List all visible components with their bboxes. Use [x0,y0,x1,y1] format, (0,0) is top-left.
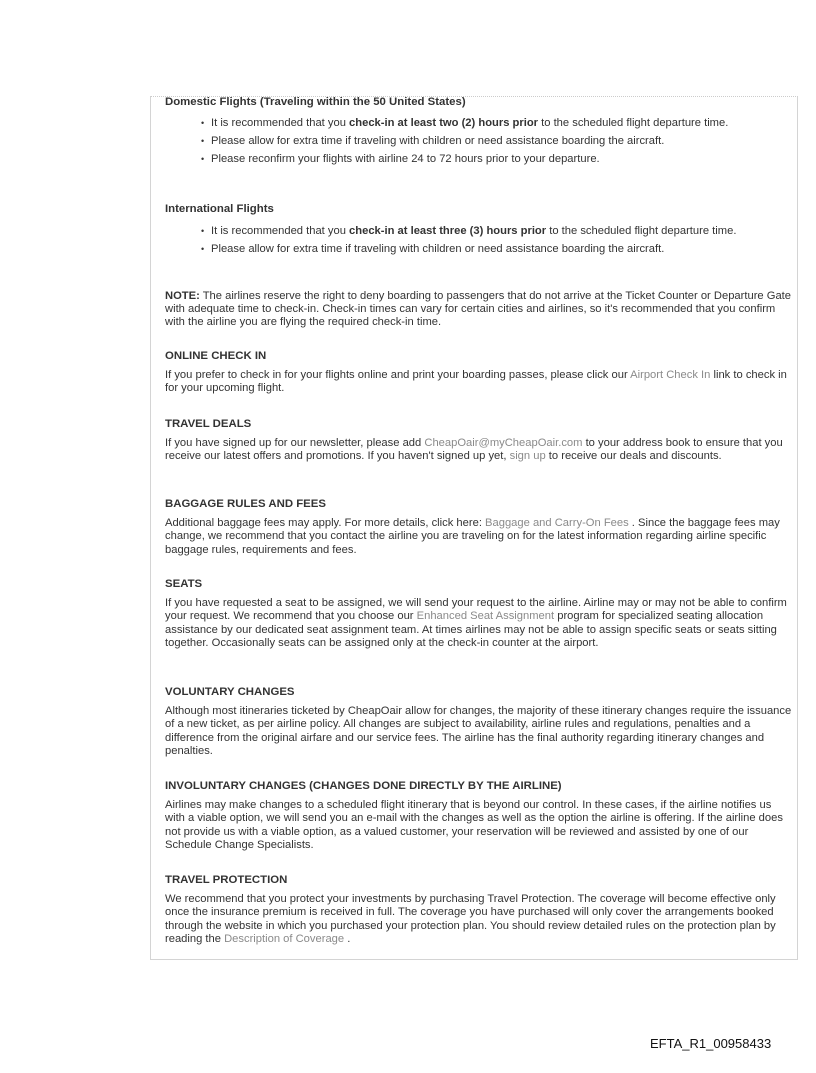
protection-heading: TRAVEL PROTECTION [165,874,288,886]
baggage-fees-link[interactable]: Baggage and Carry-On Fees [485,517,629,530]
international-heading: International Flights [165,203,274,215]
note-text: The airlines reserve the right to deny boarding to passengers that do not arrive at the Ticket Counter or Departure Gate with adequate time to check-in. Check-in times can vary for certain cities and airlines, so it's recommended that you confirm with the airline you are flying the required check-in time. [165,290,792,329]
bullet-text: to the scheduled flight departure time. [546,225,737,238]
text: If you prefer to check in for your flights online and print your boarding passes, please click our [165,369,631,382]
email-link[interactable]: CheapOair@myCheapOair.com [424,437,583,450]
airport-check-in-link[interactable]: Airport Check In [630,369,711,382]
domestic-list [165,114,793,168]
list-item [201,222,761,240]
online-check-in-text [165,369,793,395]
international-list [165,222,761,258]
baggage-heading: BAGGAGE RULES AND FEES [165,498,326,510]
text: link to check in for your upcoming flight. [165,369,787,395]
text: . Since the baggage fees may change, we recommend that you contact the airline you are traveling on for the latest information regarding airline specific baggage rules, requirements and fees. [165,517,780,556]
involuntary-changes-section [165,780,793,852]
bullet-bold: check-in at least three (3) hours prior [349,225,547,238]
list-item: • Please allow for extra time if traveling with children or need assistance boarding the aircraft. [201,240,761,258]
involuntary-heading: INVOLUNTARY CHANGES (CHANGES DONE DIRECTLY BY THE AIRLINE) [165,780,562,792]
description-of-coverage-link[interactable]: Description of Coverage [224,932,345,945]
bullet-text: It is recommended that you [211,117,350,130]
seats-section [165,578,793,650]
seats-heading: SEATS [165,578,203,590]
domestic-heading: Domestic Flights (Traveling within the 50 United States) [165,96,466,108]
online-check-in-section [165,350,793,396]
travel-protection-section [165,874,793,946]
voluntary-heading: VOLUNTARY CHANGES [165,686,295,698]
baggage-section [165,498,793,557]
note-paragraph [165,290,793,330]
text: to receive our deals and discounts. [545,450,722,463]
domestic-section [165,96,793,168]
enhanced-seat-assignment-link[interactable]: Enhanced Seat Assignment [416,610,555,623]
international-section [165,203,793,258]
baggage-text [165,517,793,557]
sign-up-link[interactable]: sign up [509,450,546,463]
note-label: NOTE: [165,290,200,302]
involuntary-text: Airlines may make changes to a scheduled flight itinerary that is beyond our control. In these cases, if the airline notifies us with a viable option, we will send you an e-mail with the changes as well as the option the airline is offering. If the airline does not provide us with a viable option, as a valued customer, your reservation will be reviewed and assisted by one of our Schedule Change Specialists. [165,799,783,851]
list-item [201,114,793,132]
list-item: • Please reconfirm your flights with airline 24 to 72 hours prior to your departure. [201,150,793,168]
text: to your address book to ensure that you receive our latest offers and promotions. If you haven't signed up yet, [165,437,783,463]
travel-deals-section [165,418,793,464]
text: If you have signed up for our newsletter, please add [165,437,425,450]
bullet-text: It is recommended that you [211,225,350,238]
travel-deals-text [165,437,793,463]
list-item: • Please allow for extra time if traveling with children or need assistance boarding the aircraft. [201,132,793,150]
text: We recommend that you protect your investments by purchasing Travel Protection. The coverage will become effective only once the insurance premium is received in full. The coverage you have purchased will only cover the arrangements booked through the website in which you purchased your protection plan. You should review detailed rules on the protection plan by reading the [165,893,776,945]
text: Additional baggage fees may apply. For more details, click here: [165,517,486,530]
bullet-text: to the scheduled flight departure time. [538,117,729,130]
text: If you have requested a seat to be assigned, we will send your request to the airline. Airline may or may not be able to confirm your request. We recommend that you choose our [165,597,787,623]
seats-text [165,597,793,650]
bullet-bold: check-in at least two (2) hours prior [349,117,539,130]
travel-deals-heading: TRAVEL DEALS [165,418,252,430]
text: . [344,932,351,945]
document-id: EFTA_R1_00958433 [650,1036,772,1051]
voluntary-text: Although most itineraries ticketed by CheapOair allow for changes, the majority of these itinerary changes require the issuance of a new ticket, as per airline policy. All changes are subject to availability, airline rules and regulations, penalties and a difference from the original airfare and our service fees. The airline has the final authority regarding itinerary changes and penalties. [165,705,792,757]
voluntary-changes-section [165,686,793,758]
protection-text [165,893,793,946]
online-check-in-heading: ONLINE CHECK IN [165,350,267,362]
text: program for specialized seating allocation assistance by our dedicated seat assignment team. At times airlines may not be able to assign specific seats or seats sitting together. Occasionally seats can be assigned only at the check-in counter at the airport. [165,610,777,649]
